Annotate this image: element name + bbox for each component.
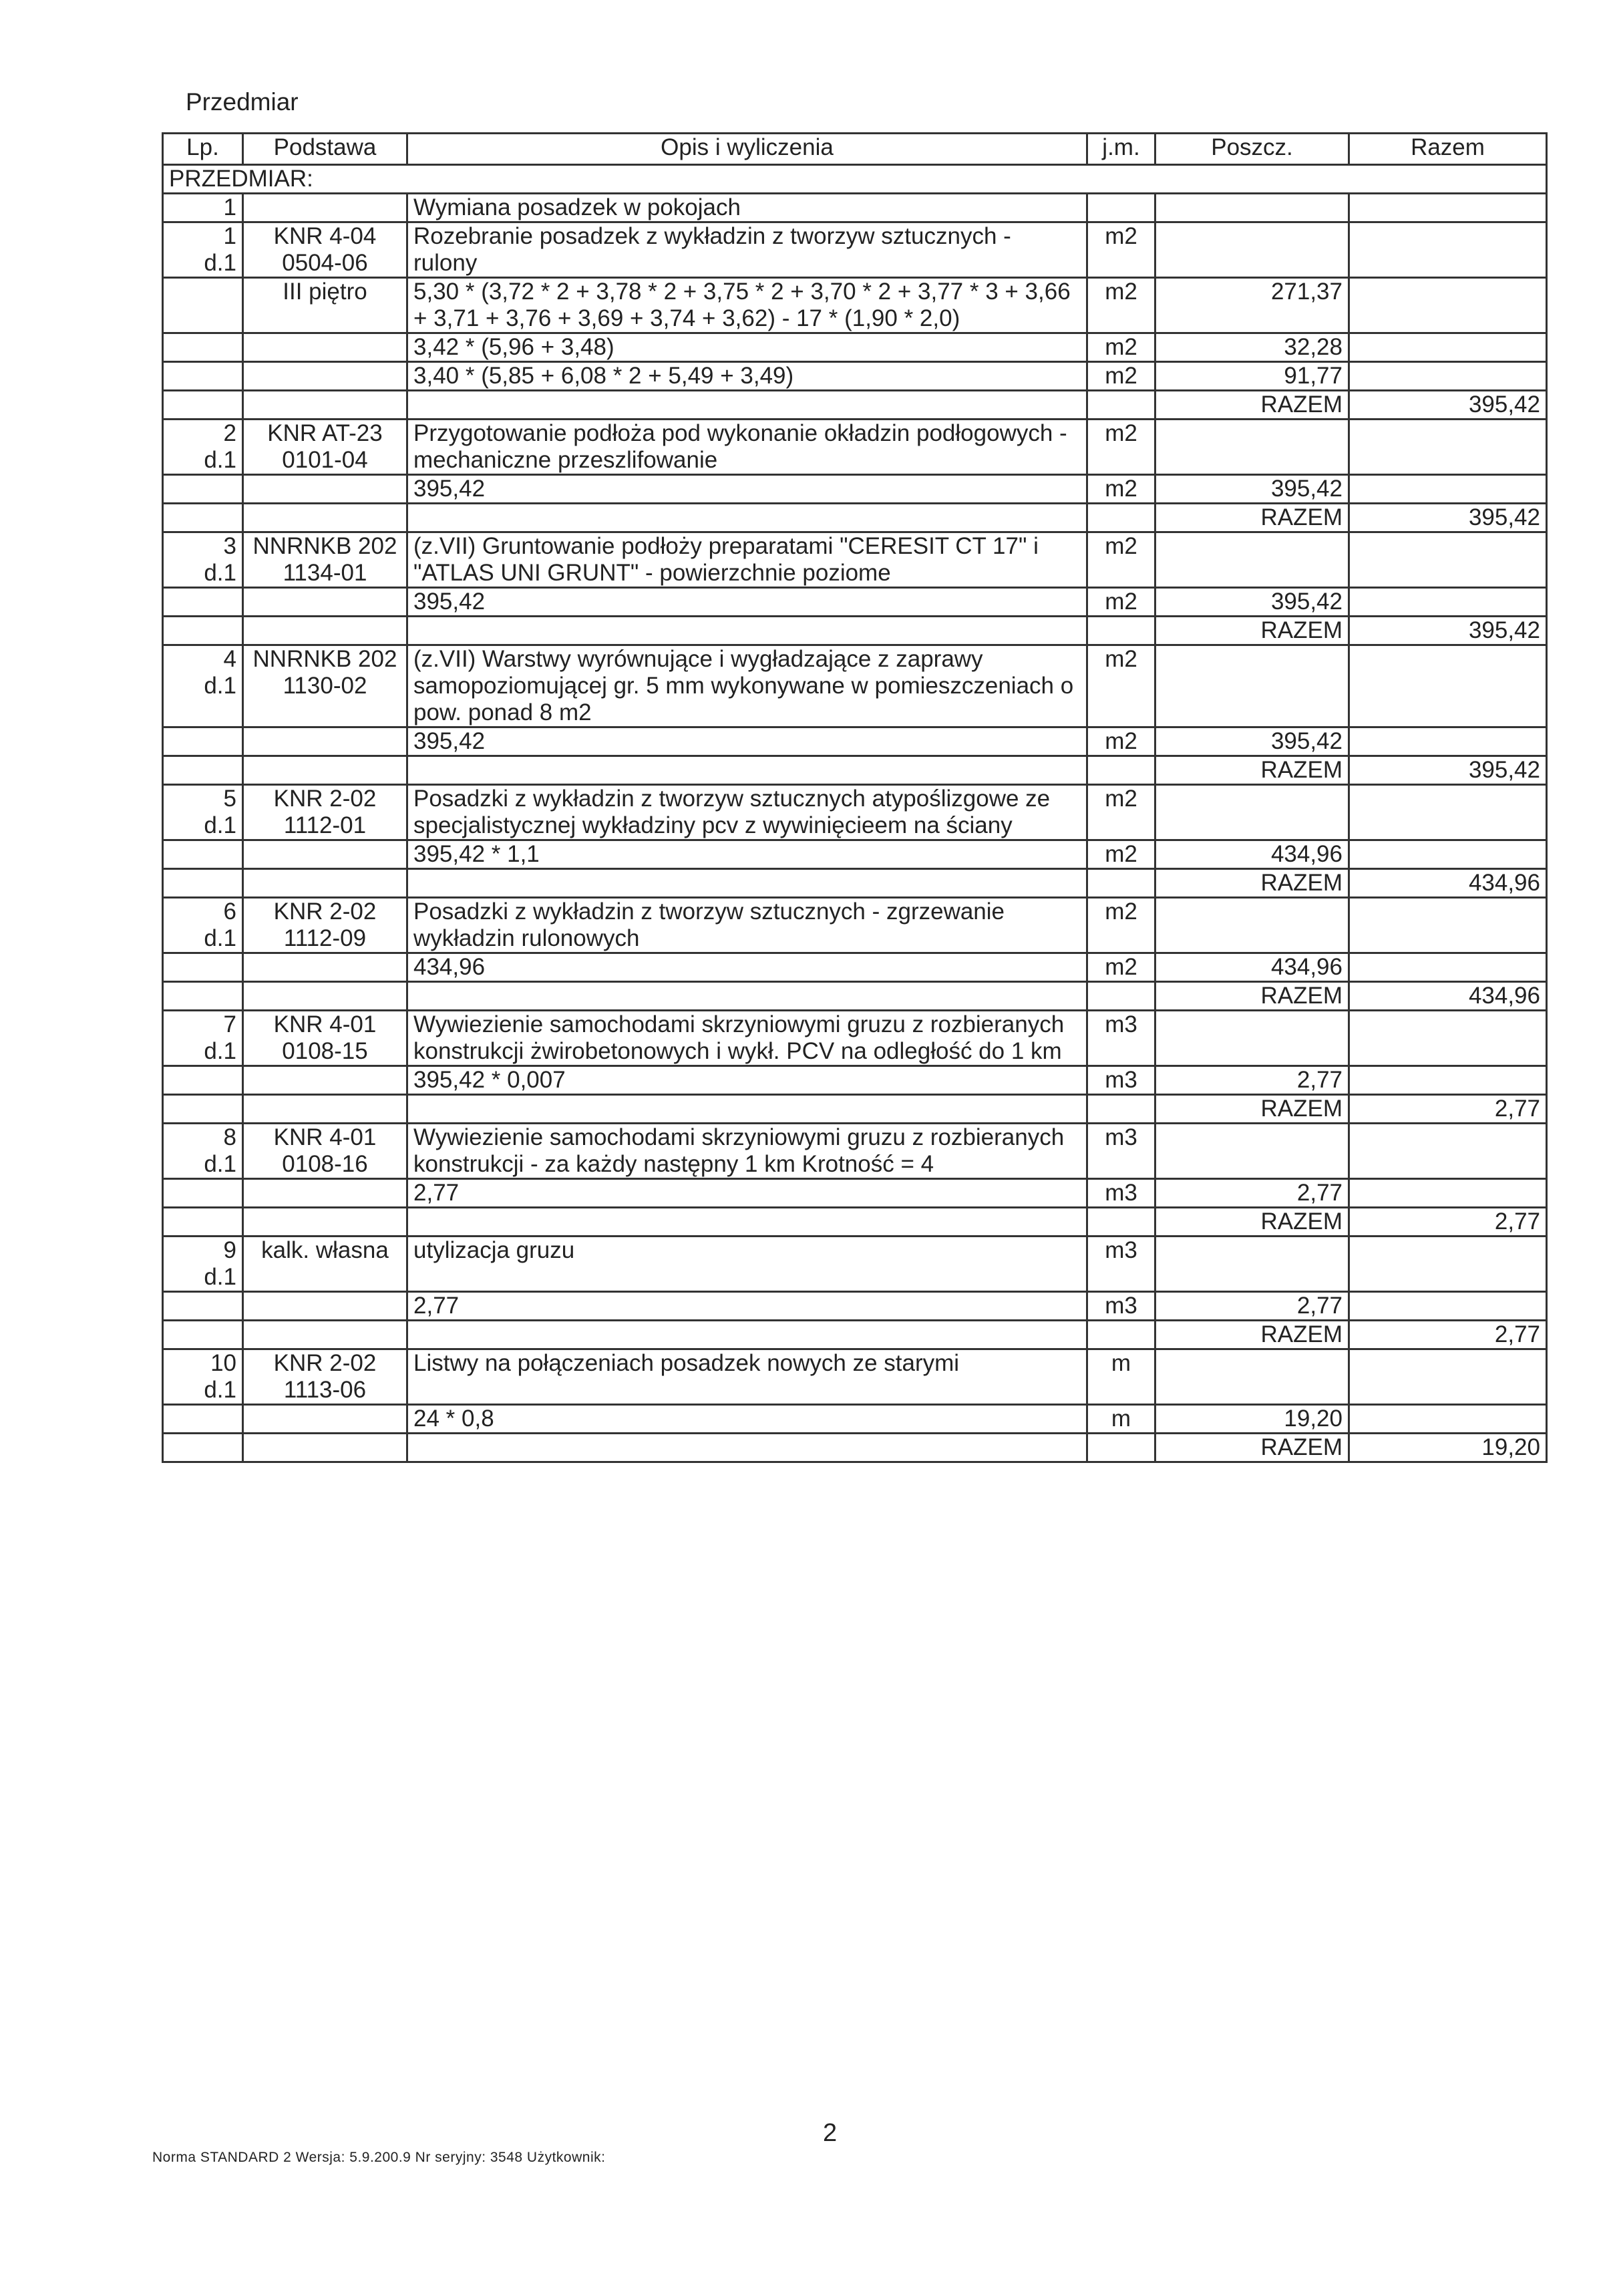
- empty-cell: [1349, 1066, 1547, 1095]
- base-position: 0108-15: [282, 1038, 368, 1064]
- base-position: 1113-06: [283, 1377, 367, 1403]
- header-lp: Lp.: [163, 134, 243, 165]
- empty-cell: [243, 982, 407, 1011]
- empty-cell: [407, 1095, 1087, 1124]
- empty-cell: [407, 756, 1087, 785]
- empty-cell: [1349, 194, 1547, 222]
- item-unit: m2: [1087, 645, 1155, 727]
- item-base: [243, 645, 407, 727]
- empty-cell: [163, 1208, 243, 1237]
- calc-expression: 395,42: [407, 727, 1087, 756]
- calc-unit: m: [1087, 1405, 1155, 1434]
- item-unit: m3: [1087, 1011, 1155, 1066]
- item-number: 9: [223, 1237, 236, 1263]
- item-lp: [163, 1124, 243, 1179]
- item-row: [163, 532, 1547, 588]
- item-sub: d.1: [204, 812, 236, 838]
- empty-cell: [1087, 194, 1155, 222]
- empty-cell: [1349, 898, 1547, 953]
- item-sub: d.1: [204, 1151, 236, 1177]
- empty-cell: [407, 617, 1087, 645]
- item-description: Rozebranie posadzek z wykładzin z tworzyw sztucznych - rulony: [407, 222, 1087, 278]
- calc-unit: m2: [1087, 588, 1155, 617]
- base-position: 0101-04: [282, 447, 368, 473]
- base-catalog: KNR 2-02: [273, 898, 377, 925]
- empty-cell: [1155, 1237, 1349, 1292]
- item-lp: [163, 645, 243, 727]
- empty-cell: [407, 391, 1087, 420]
- empty-cell: [243, 617, 407, 645]
- item-base: [243, 420, 407, 475]
- calc-label: [243, 840, 407, 869]
- empty-cell: [163, 982, 243, 1011]
- item-sub: d.1: [204, 560, 236, 586]
- razem-row: [163, 869, 1547, 898]
- calc-row: [163, 588, 1547, 617]
- item-sub: d.1: [204, 447, 236, 473]
- item-base: [243, 785, 407, 840]
- razem-row: [163, 1208, 1547, 1237]
- header-base: Podstawa: [243, 134, 407, 165]
- empty-cell: [1349, 727, 1547, 756]
- item-unit: m2: [1087, 420, 1155, 475]
- item-number: 2: [223, 420, 236, 446]
- calc-row: [163, 333, 1547, 362]
- item-number: 1: [223, 223, 236, 249]
- empty-cell: [163, 588, 243, 617]
- empty-cell: [163, 1405, 243, 1434]
- item-lp: [163, 1237, 243, 1292]
- calc-value: 2,77: [1155, 1179, 1349, 1208]
- empty-cell: [1155, 532, 1349, 588]
- item-row: [163, 420, 1547, 475]
- empty-cell: [1155, 898, 1349, 953]
- calc-row: [163, 840, 1547, 869]
- calc-label: [243, 1066, 407, 1095]
- empty-cell: [243, 869, 407, 898]
- razem-label: RAZEM: [1155, 1434, 1349, 1462]
- base-position: 1134-01: [283, 560, 367, 586]
- razem-label: RAZEM: [1155, 982, 1349, 1011]
- header-detail: Poszcz.: [1155, 134, 1349, 165]
- item-unit: m3: [1087, 1124, 1155, 1179]
- empty-cell: [1349, 1292, 1547, 1321]
- calc-row: [163, 278, 1547, 333]
- calc-label: [243, 333, 407, 362]
- item-total: 395,42: [1349, 504, 1547, 532]
- calc-unit: m2: [1087, 727, 1155, 756]
- razem-label: RAZEM: [1155, 504, 1349, 532]
- empty-cell: [243, 1208, 407, 1237]
- calc-expression: 5,30 * (3,72 * 2 + 3,78 * 2 + 3,75 * 2 + 3,70 * 2 + 3,77 * 3 + 3,66 + 3,71 + 3,76 + 3,69 + 3,74 + 3,62) - 17 * (1,90 * 2,0): [407, 278, 1087, 333]
- empty-cell: [1349, 1179, 1547, 1208]
- item-number: 4: [223, 646, 236, 672]
- calc-label: [243, 727, 407, 756]
- empty-cell: [163, 727, 243, 756]
- calc-unit: m2: [1087, 475, 1155, 504]
- item-sub: d.1: [204, 250, 236, 276]
- item-description: Przygotowanie podłoża pod wykonanie okładzin podłogowych - mechaniczne przeszlifowanie: [407, 420, 1087, 475]
- calc-label: [243, 362, 407, 391]
- item-total: 19,20: [1349, 1434, 1547, 1462]
- empty-cell: [1349, 1349, 1547, 1405]
- base-catalog: KNR 4-01: [273, 1011, 377, 1037]
- empty-cell: [407, 1208, 1087, 1237]
- item-total: 2,77: [1349, 1095, 1547, 1124]
- empty-cell: [1349, 362, 1547, 391]
- calc-unit: m3: [1087, 1066, 1155, 1095]
- item-total: 395,42: [1349, 391, 1547, 420]
- item-total: 2,77: [1349, 1208, 1547, 1237]
- item-lp: [163, 222, 243, 278]
- item-number: 3: [223, 533, 236, 559]
- empty-cell: [407, 1321, 1087, 1349]
- empty-cell: [1087, 391, 1155, 420]
- calc-label: [243, 1179, 407, 1208]
- empty-cell: [1349, 475, 1547, 504]
- empty-cell: [1087, 1095, 1155, 1124]
- page-title: Przedmiar: [186, 88, 299, 116]
- razem-label: RAZEM: [1155, 1321, 1349, 1349]
- item-base: [243, 1237, 407, 1292]
- empty-cell: [1087, 1208, 1155, 1237]
- empty-cell: [243, 1434, 407, 1462]
- calc-label: [243, 1405, 407, 1434]
- calc-label: [243, 588, 407, 617]
- empty-cell: [1155, 194, 1349, 222]
- empty-cell: [1087, 504, 1155, 532]
- base-catalog: KNR 4-04: [273, 223, 377, 249]
- calc-unit: m3: [1087, 1179, 1155, 1208]
- calc-label: [243, 953, 407, 982]
- item-lp: [163, 532, 243, 588]
- calc-value: 32,28: [1155, 333, 1349, 362]
- item-sub: d.1: [204, 1038, 236, 1064]
- empty-cell: [1349, 785, 1547, 840]
- item-sub: d.1: [204, 1264, 236, 1290]
- empty-cell: [1349, 840, 1547, 869]
- empty-cell: [163, 333, 243, 362]
- razem-label: RAZEM: [1155, 756, 1349, 785]
- empty-cell: [163, 1066, 243, 1095]
- empty-cell: [243, 194, 407, 222]
- empty-cell: [243, 504, 407, 532]
- software-footer: Norma STANDARD 2 Wersja: 5.9.200.9 Nr seryjny: 3548 Użytkownik:: [152, 2150, 606, 2165]
- item-lp: [163, 420, 243, 475]
- base-position: 0108-16: [282, 1151, 368, 1177]
- item-row: [163, 1124, 1547, 1179]
- empty-cell: [163, 869, 243, 898]
- razem-label: RAZEM: [1155, 1095, 1349, 1124]
- item-base: [243, 1011, 407, 1066]
- item-number: 10: [210, 1350, 236, 1376]
- empty-cell: [1087, 869, 1155, 898]
- calc-expression: 24 * 0,8: [407, 1405, 1087, 1434]
- base-position: 1112-09: [283, 925, 367, 951]
- razem-label: RAZEM: [1155, 1208, 1349, 1237]
- item-unit: m: [1087, 1349, 1155, 1405]
- item-row: [163, 222, 1547, 278]
- item-total: 434,96: [1349, 982, 1547, 1011]
- empty-cell: [163, 475, 243, 504]
- item-description: (z.VII) Gruntowanie podłoży preparatami "CERESIT CT 17" i "ATLAS UNI GRUNT" - powierzchnie poziome: [407, 532, 1087, 588]
- calc-row: [163, 1066, 1547, 1095]
- empty-cell: [163, 504, 243, 532]
- page-number: 2: [823, 2119, 838, 2147]
- calc-label: III piętro: [243, 278, 407, 333]
- empty-cell: [1087, 1321, 1155, 1349]
- empty-cell: [1349, 532, 1547, 588]
- item-number: 8: [223, 1124, 236, 1150]
- razem-row: [163, 1434, 1547, 1462]
- empty-cell: [163, 840, 243, 869]
- empty-cell: [407, 869, 1087, 898]
- item-lp: [163, 898, 243, 953]
- item-base: [243, 222, 407, 278]
- item-unit: m2: [1087, 532, 1155, 588]
- empty-cell: [163, 1321, 243, 1349]
- group-title: Wymiana posadzek w pokojach: [407, 194, 1087, 222]
- razem-row: [163, 617, 1547, 645]
- empty-cell: [1349, 1011, 1547, 1066]
- empty-cell: [243, 1321, 407, 1349]
- item-unit: m2: [1087, 222, 1155, 278]
- item-number: 7: [223, 1011, 236, 1037]
- header-total: Razem: [1349, 134, 1547, 165]
- empty-cell: [1349, 588, 1547, 617]
- calc-expression: 3,42 * (5,96 + 3,48): [407, 333, 1087, 362]
- item-total: 434,96: [1349, 869, 1547, 898]
- calc-label: [243, 1292, 407, 1321]
- razem-row: [163, 756, 1547, 785]
- razem-row: [163, 391, 1547, 420]
- calc-value: 91,77: [1155, 362, 1349, 391]
- item-base: [243, 1124, 407, 1179]
- calc-label: [243, 475, 407, 504]
- item-row: [163, 898, 1547, 953]
- empty-cell: [1155, 785, 1349, 840]
- item-base: [243, 898, 407, 953]
- empty-cell: [1155, 1349, 1349, 1405]
- item-sub: d.1: [204, 925, 236, 951]
- calc-row: [163, 1405, 1547, 1434]
- section-label: PRZEDMIAR:: [163, 165, 1547, 194]
- empty-cell: [1155, 420, 1349, 475]
- item-description: Posadzki z wykładzin z tworzyw sztucznych - zgrzewanie wykładzin rulonowych: [407, 898, 1087, 953]
- item-number: 6: [223, 898, 236, 925]
- empty-cell: [1349, 953, 1547, 982]
- calc-row: [163, 362, 1547, 391]
- base-position: 1130-02: [283, 673, 367, 699]
- empty-cell: [1349, 1237, 1547, 1292]
- calc-value: 395,42: [1155, 727, 1349, 756]
- razem-label: RAZEM: [1155, 869, 1349, 898]
- header-desc: Opis i wyliczenia: [407, 134, 1087, 165]
- item-base: [243, 1349, 407, 1405]
- empty-cell: [163, 617, 243, 645]
- empty-cell: [1087, 617, 1155, 645]
- empty-cell: [163, 391, 243, 420]
- base-catalog: KNR 4-01: [273, 1124, 377, 1150]
- empty-cell: [163, 1095, 243, 1124]
- base-catalog: KNR 2-02: [273, 1350, 377, 1376]
- calc-expression: 395,42 * 1,1: [407, 840, 1087, 869]
- item-total: 395,42: [1349, 756, 1547, 785]
- razem-row: [163, 504, 1547, 532]
- calc-unit: m2: [1087, 840, 1155, 869]
- empty-cell: [163, 1292, 243, 1321]
- item-total: 395,42: [1349, 617, 1547, 645]
- table-header-row: [163, 134, 1547, 165]
- header-unit: j.m.: [1087, 134, 1155, 165]
- base-catalog: NNRNKB 202: [252, 646, 397, 672]
- item-unit: m3: [1087, 1237, 1155, 1292]
- base-catalog: KNR 2-02: [273, 786, 377, 812]
- item-description: (z.VII) Warstwy wyrównujące i wygładzające z zaprawy samopoziomującej gr. 5 mm wykonywane w pomieszczeniach o pow. ponad 8 m2: [407, 645, 1087, 727]
- empty-cell: [163, 953, 243, 982]
- calc-unit: m3: [1087, 1292, 1155, 1321]
- item-description: Wywiezienie samochodami skrzyniowymi gruzu z rozbieranych konstrukcji - za każdy następny 1 km Krotność = 4: [407, 1124, 1087, 1179]
- calc-unit: m2: [1087, 278, 1155, 333]
- item-description: Listwy na połączeniach posadzek nowych ze starymi: [407, 1349, 1087, 1405]
- empty-cell: [407, 504, 1087, 532]
- calc-expression: 3,40 * (5,85 + 6,08 * 2 + 5,49 + 3,49): [407, 362, 1087, 391]
- item-description: utylizacja gruzu: [407, 1237, 1087, 1292]
- calc-value: 2,77: [1155, 1066, 1349, 1095]
- item-row: [163, 1237, 1547, 1292]
- calc-row: [163, 475, 1547, 504]
- item-base: [243, 532, 407, 588]
- empty-cell: [163, 1179, 243, 1208]
- base-position: kalk. własna: [261, 1237, 389, 1263]
- calc-expression: 2,77: [407, 1292, 1087, 1321]
- razem-row: [163, 982, 1547, 1011]
- empty-cell: [163, 756, 243, 785]
- base-catalog: NNRNKB 202: [252, 533, 397, 559]
- base-position: 0504-06: [282, 250, 368, 276]
- item-total: 2,77: [1349, 1321, 1547, 1349]
- item-description: Wywiezienie samochodami skrzyniowymi gruzu z rozbieranych konstrukcji żwirobetonowych i wykł. PCV na odległość do 1 km: [407, 1011, 1087, 1066]
- group-row: [163, 194, 1547, 222]
- empty-cell: [407, 982, 1087, 1011]
- calc-expression: 395,42: [407, 475, 1087, 504]
- item-row: [163, 645, 1547, 727]
- calc-row: [163, 1179, 1547, 1208]
- item-sub: d.1: [204, 673, 236, 699]
- empty-cell: [1349, 1405, 1547, 1434]
- item-description: Posadzki z wykładzin z tworzyw sztucznych atypoślizgowe ze specjalistycznej wykładziny pcv z wywinięcieem na ściany: [407, 785, 1087, 840]
- calc-value: 434,96: [1155, 840, 1349, 869]
- empty-cell: [1087, 756, 1155, 785]
- empty-cell: [243, 756, 407, 785]
- empty-cell: [1349, 333, 1547, 362]
- empty-cell: [1349, 1124, 1547, 1179]
- item-lp: [163, 1349, 243, 1405]
- empty-cell: [163, 278, 243, 333]
- empty-cell: [1155, 1124, 1349, 1179]
- razem-label: RAZEM: [1155, 391, 1349, 420]
- calc-row: [163, 1292, 1547, 1321]
- calc-expression: 395,42 * 0,007: [407, 1066, 1087, 1095]
- calc-expression: 2,77: [407, 1179, 1087, 1208]
- empty-cell: [243, 1095, 407, 1124]
- item-lp: [163, 785, 243, 840]
- item-unit: m2: [1087, 785, 1155, 840]
- calc-value: 395,42: [1155, 588, 1349, 617]
- razem-label: RAZEM: [1155, 617, 1349, 645]
- empty-cell: [1087, 982, 1155, 1011]
- calc-value: 271,37: [1155, 278, 1349, 333]
- calc-expression: 434,96: [407, 953, 1087, 982]
- empty-cell: [407, 1434, 1087, 1462]
- item-number: 5: [223, 786, 236, 812]
- calc-value: 395,42: [1155, 475, 1349, 504]
- calc-unit: m2: [1087, 333, 1155, 362]
- empty-cell: [1349, 222, 1547, 278]
- empty-cell: [1349, 645, 1547, 727]
- razem-row: [163, 1321, 1547, 1349]
- bill-of-quantities-table: [162, 132, 1548, 1463]
- empty-cell: [1155, 1011, 1349, 1066]
- item-row: [163, 1011, 1547, 1066]
- section-row: [163, 165, 1547, 194]
- base-catalog: KNR AT-23: [267, 420, 383, 446]
- group-number: 1: [163, 194, 243, 222]
- empty-cell: [163, 362, 243, 391]
- empty-cell: [1349, 278, 1547, 333]
- empty-cell: [1155, 645, 1349, 727]
- calc-value: 19,20: [1155, 1405, 1349, 1434]
- calc-row: [163, 727, 1547, 756]
- item-unit: m2: [1087, 898, 1155, 953]
- item-sub: d.1: [204, 1377, 236, 1403]
- empty-cell: [1349, 420, 1547, 475]
- item-row: [163, 785, 1547, 840]
- empty-cell: [243, 391, 407, 420]
- item-lp: [163, 1011, 243, 1066]
- razem-row: [163, 1095, 1547, 1124]
- empty-cell: [163, 1434, 243, 1462]
- empty-cell: [1087, 1434, 1155, 1462]
- calc-unit: m2: [1087, 953, 1155, 982]
- calc-row: [163, 953, 1547, 982]
- calc-value: 2,77: [1155, 1292, 1349, 1321]
- item-row: [163, 1349, 1547, 1405]
- calc-value: 434,96: [1155, 953, 1349, 982]
- base-position: 1112-01: [283, 812, 367, 838]
- empty-cell: [1155, 222, 1349, 278]
- calc-unit: m2: [1087, 362, 1155, 391]
- calc-expression: 395,42: [407, 588, 1087, 617]
